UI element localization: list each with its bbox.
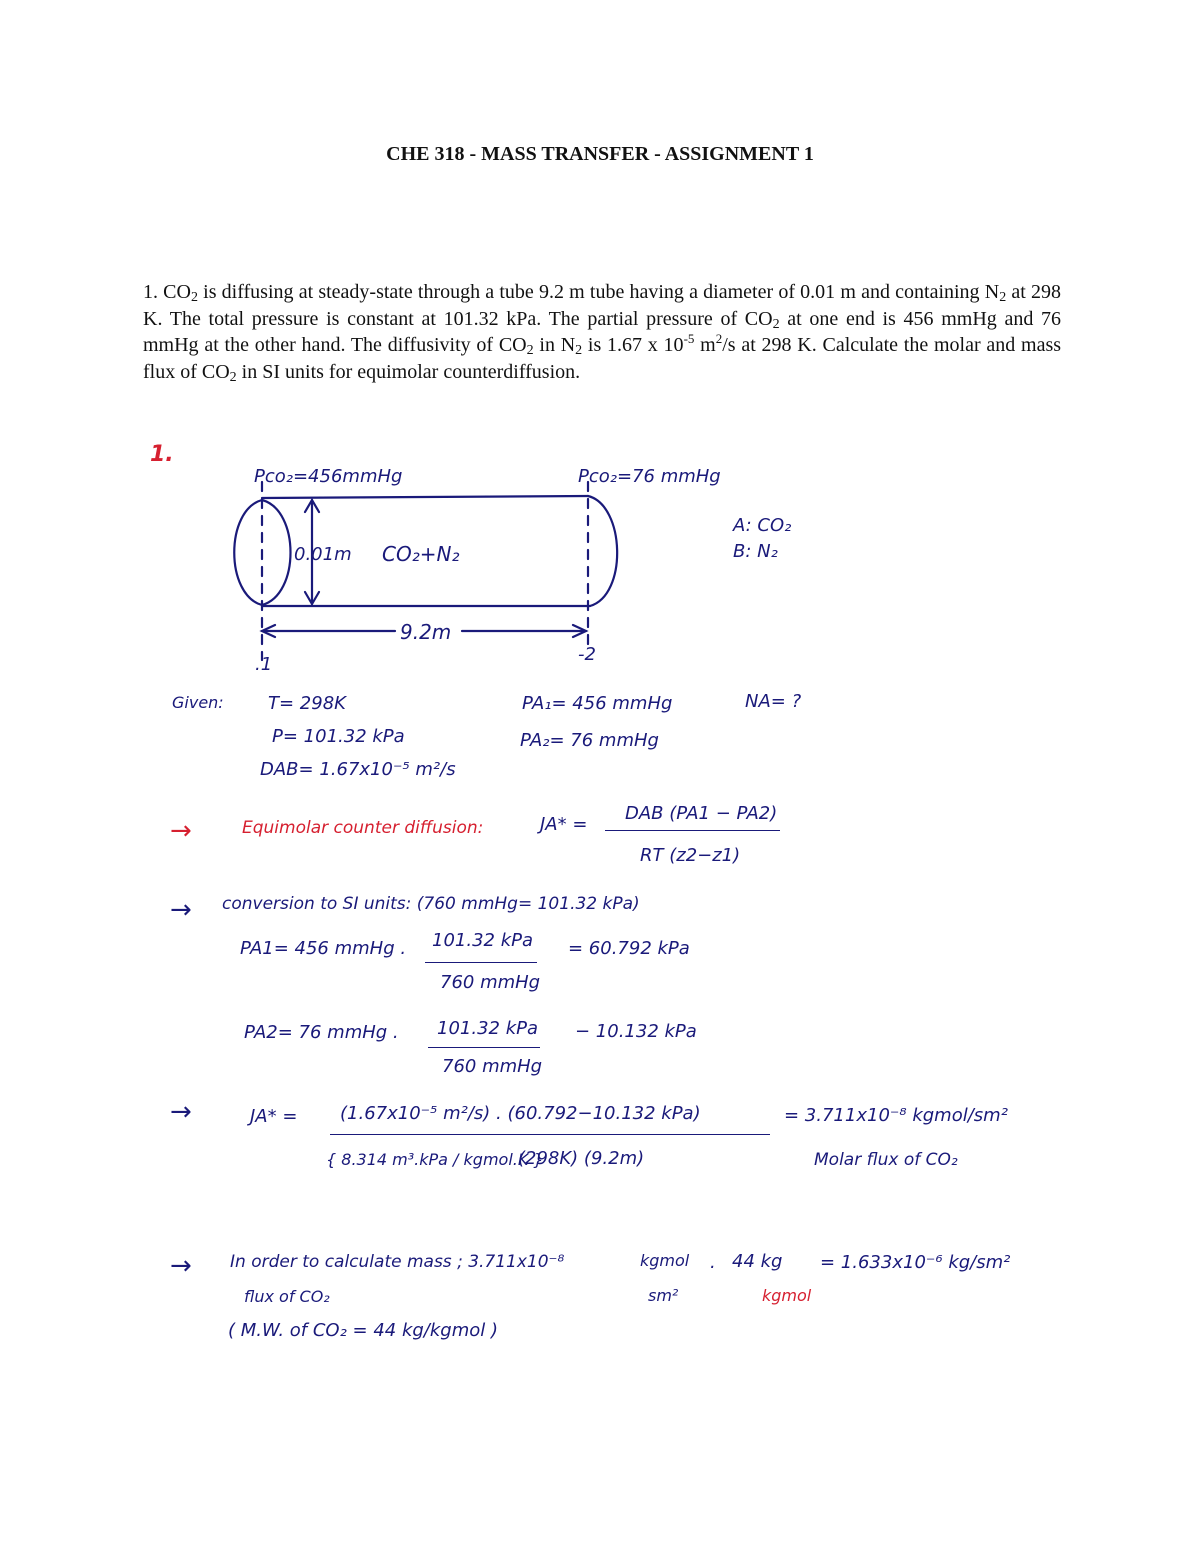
mass-flux-fraction1-numerator: kgmol bbox=[640, 1251, 690, 1270]
subscript: 2 bbox=[575, 343, 583, 358]
molar-flux-lhs: JA* = bbox=[250, 1106, 298, 1127]
molar-flux-result-label: Molar flux of CO₂ bbox=[814, 1150, 958, 1170]
fraction-line bbox=[428, 1047, 540, 1048]
subscript: 2 bbox=[526, 343, 534, 358]
point-1-label: .1 bbox=[255, 654, 273, 675]
molar-flux-result: = 3.711x10⁻⁸ kgmol/sm² bbox=[784, 1105, 1008, 1126]
species-b-label: B: N₂ bbox=[733, 541, 778, 562]
molecular-weight-note: ( M.W. of CO₂ = 44 kg/kgmol ) bbox=[228, 1320, 498, 1341]
left-pressure-label: Pco₂=456mmHg bbox=[254, 466, 403, 487]
equimolar-denominator: RT (z2−z1) bbox=[640, 845, 741, 866]
pa2-conversion-lhs: PA2= 76 mmHg . bbox=[244, 1022, 399, 1043]
equimolar-numerator: DAB (PA1 − PA2) bbox=[625, 803, 778, 824]
mass-flux-dot: . bbox=[710, 1252, 716, 1273]
species-a-label: A: CO₂ bbox=[733, 515, 792, 536]
given-label: Given: bbox=[172, 693, 224, 712]
problem-text: at one end is 456 mmHg and 76 mmHg at the other hand. The diffusivity of CO bbox=[143, 307, 1062, 356]
subscript: 2 bbox=[229, 369, 237, 385]
pa1-conversion-lhs: PA1= 456 mmHg . bbox=[240, 938, 407, 959]
mass-flux-fraction2-numerator: 44 kg bbox=[732, 1251, 783, 1272]
right-pressure-label: Pco₂=76 mmHg bbox=[578, 466, 721, 487]
conversion-label: conversion to SI units: (760 mmHg= 101.32 kPa) bbox=[222, 894, 640, 914]
equimolar-label: Equimolar counter diffusion: bbox=[242, 818, 484, 838]
assignment-title: CHE 318 - MASS TRANSFER - ASSIGNMENT 1 bbox=[386, 143, 814, 165]
fraction-line bbox=[330, 1134, 770, 1135]
given-pa2: PA₂= 76 mmHg bbox=[520, 730, 659, 751]
superscript: 2 bbox=[715, 331, 723, 346]
pa1-conversion-denominator: 760 mmHg bbox=[440, 972, 541, 993]
problem-text: is 1.67 x 10 bbox=[582, 334, 684, 356]
given-pressure: P= 101.32 kPa bbox=[272, 726, 405, 747]
molar-flux-numerator: (1.67x10⁻⁵ m²/s) . (60.792−10.132 kPa) bbox=[340, 1103, 701, 1124]
pa1-conversion-result: = 60.792 kPa bbox=[568, 938, 690, 959]
arrow-icon: → bbox=[170, 816, 192, 846]
given-na: NA= ? bbox=[745, 691, 802, 712]
pa2-conversion-numerator: 101.32 kPa bbox=[437, 1018, 539, 1039]
solution-number: 1. bbox=[150, 442, 174, 467]
arrow-icon: → bbox=[170, 1097, 192, 1127]
molar-flux-denominator-gas-constant: { 8.314 m³.kPa / kgmol.K } bbox=[326, 1150, 544, 1169]
problem-text: m bbox=[694, 334, 716, 356]
given-pa1: PA₁= 456 mmHg bbox=[522, 693, 673, 714]
mass-flux-fraction1-denominator: sm² bbox=[648, 1286, 679, 1305]
mass-flux-intro: In order to calculate mass ; 3.711x10⁻⁸ bbox=[230, 1252, 565, 1272]
tube-diagram bbox=[0, 0, 1200, 700]
fraction-line bbox=[605, 830, 780, 831]
tube-top-edge bbox=[262, 496, 588, 498]
problem-text: is diffusing at steady-state through a tube 9.2 m tube having a diameter of 0.01 m and containing N bbox=[197, 281, 1000, 303]
subscript: 2 bbox=[772, 316, 780, 332]
problem-text: in N bbox=[533, 334, 576, 356]
equimolar-lhs: JA* = bbox=[540, 814, 588, 835]
diameter-label: 0.01m bbox=[294, 544, 352, 565]
pa2-conversion-result: − 10.132 kPa bbox=[575, 1021, 697, 1042]
pa2-conversion-denominator: 760 mmHg bbox=[442, 1056, 543, 1077]
tube-right-cap bbox=[588, 496, 617, 606]
subscript: 2 bbox=[190, 290, 198, 305]
subscript: 2 bbox=[999, 290, 1007, 305]
tube-contents-label: CO₂+N₂ bbox=[382, 542, 460, 566]
problem-text: /s at 298 K. Calculate the molar and mass flux of CO bbox=[143, 334, 1062, 383]
molar-flux-denominator-terms: (298K) (9.2m) bbox=[518, 1148, 645, 1169]
arrow-icon: → bbox=[170, 1251, 192, 1281]
mass-flux-fraction2-denominator: kgmol bbox=[762, 1286, 812, 1305]
arrow-icon: → bbox=[170, 895, 192, 925]
tube-left-cap bbox=[234, 500, 262, 605]
mass-flux-result: = 1.633x10⁻⁶ kg/sm² bbox=[820, 1252, 1011, 1273]
given-diffusivity: DAB= 1.67x10⁻⁵ m²/s bbox=[260, 759, 456, 780]
tube-left-cap-inner bbox=[262, 500, 291, 605]
problem-text: at 298 K. The total pressure is constant at 101.32 kPa. The partial pressure of CO bbox=[143, 281, 1061, 330]
superscript: -5 bbox=[683, 331, 695, 346]
given-temperature: T= 298K bbox=[268, 693, 346, 714]
fraction-line bbox=[425, 962, 537, 963]
point-2-label: -2 bbox=[578, 644, 596, 665]
problem-text: 1. CO bbox=[143, 281, 191, 303]
problem-text: in SI units for equimolar counterdiffusion. bbox=[236, 360, 581, 383]
pa1-conversion-numerator: 101.32 kPa bbox=[432, 930, 534, 951]
mass-flux-line2: flux of CO₂ bbox=[244, 1287, 330, 1306]
length-label: 9.2m bbox=[400, 620, 452, 644]
